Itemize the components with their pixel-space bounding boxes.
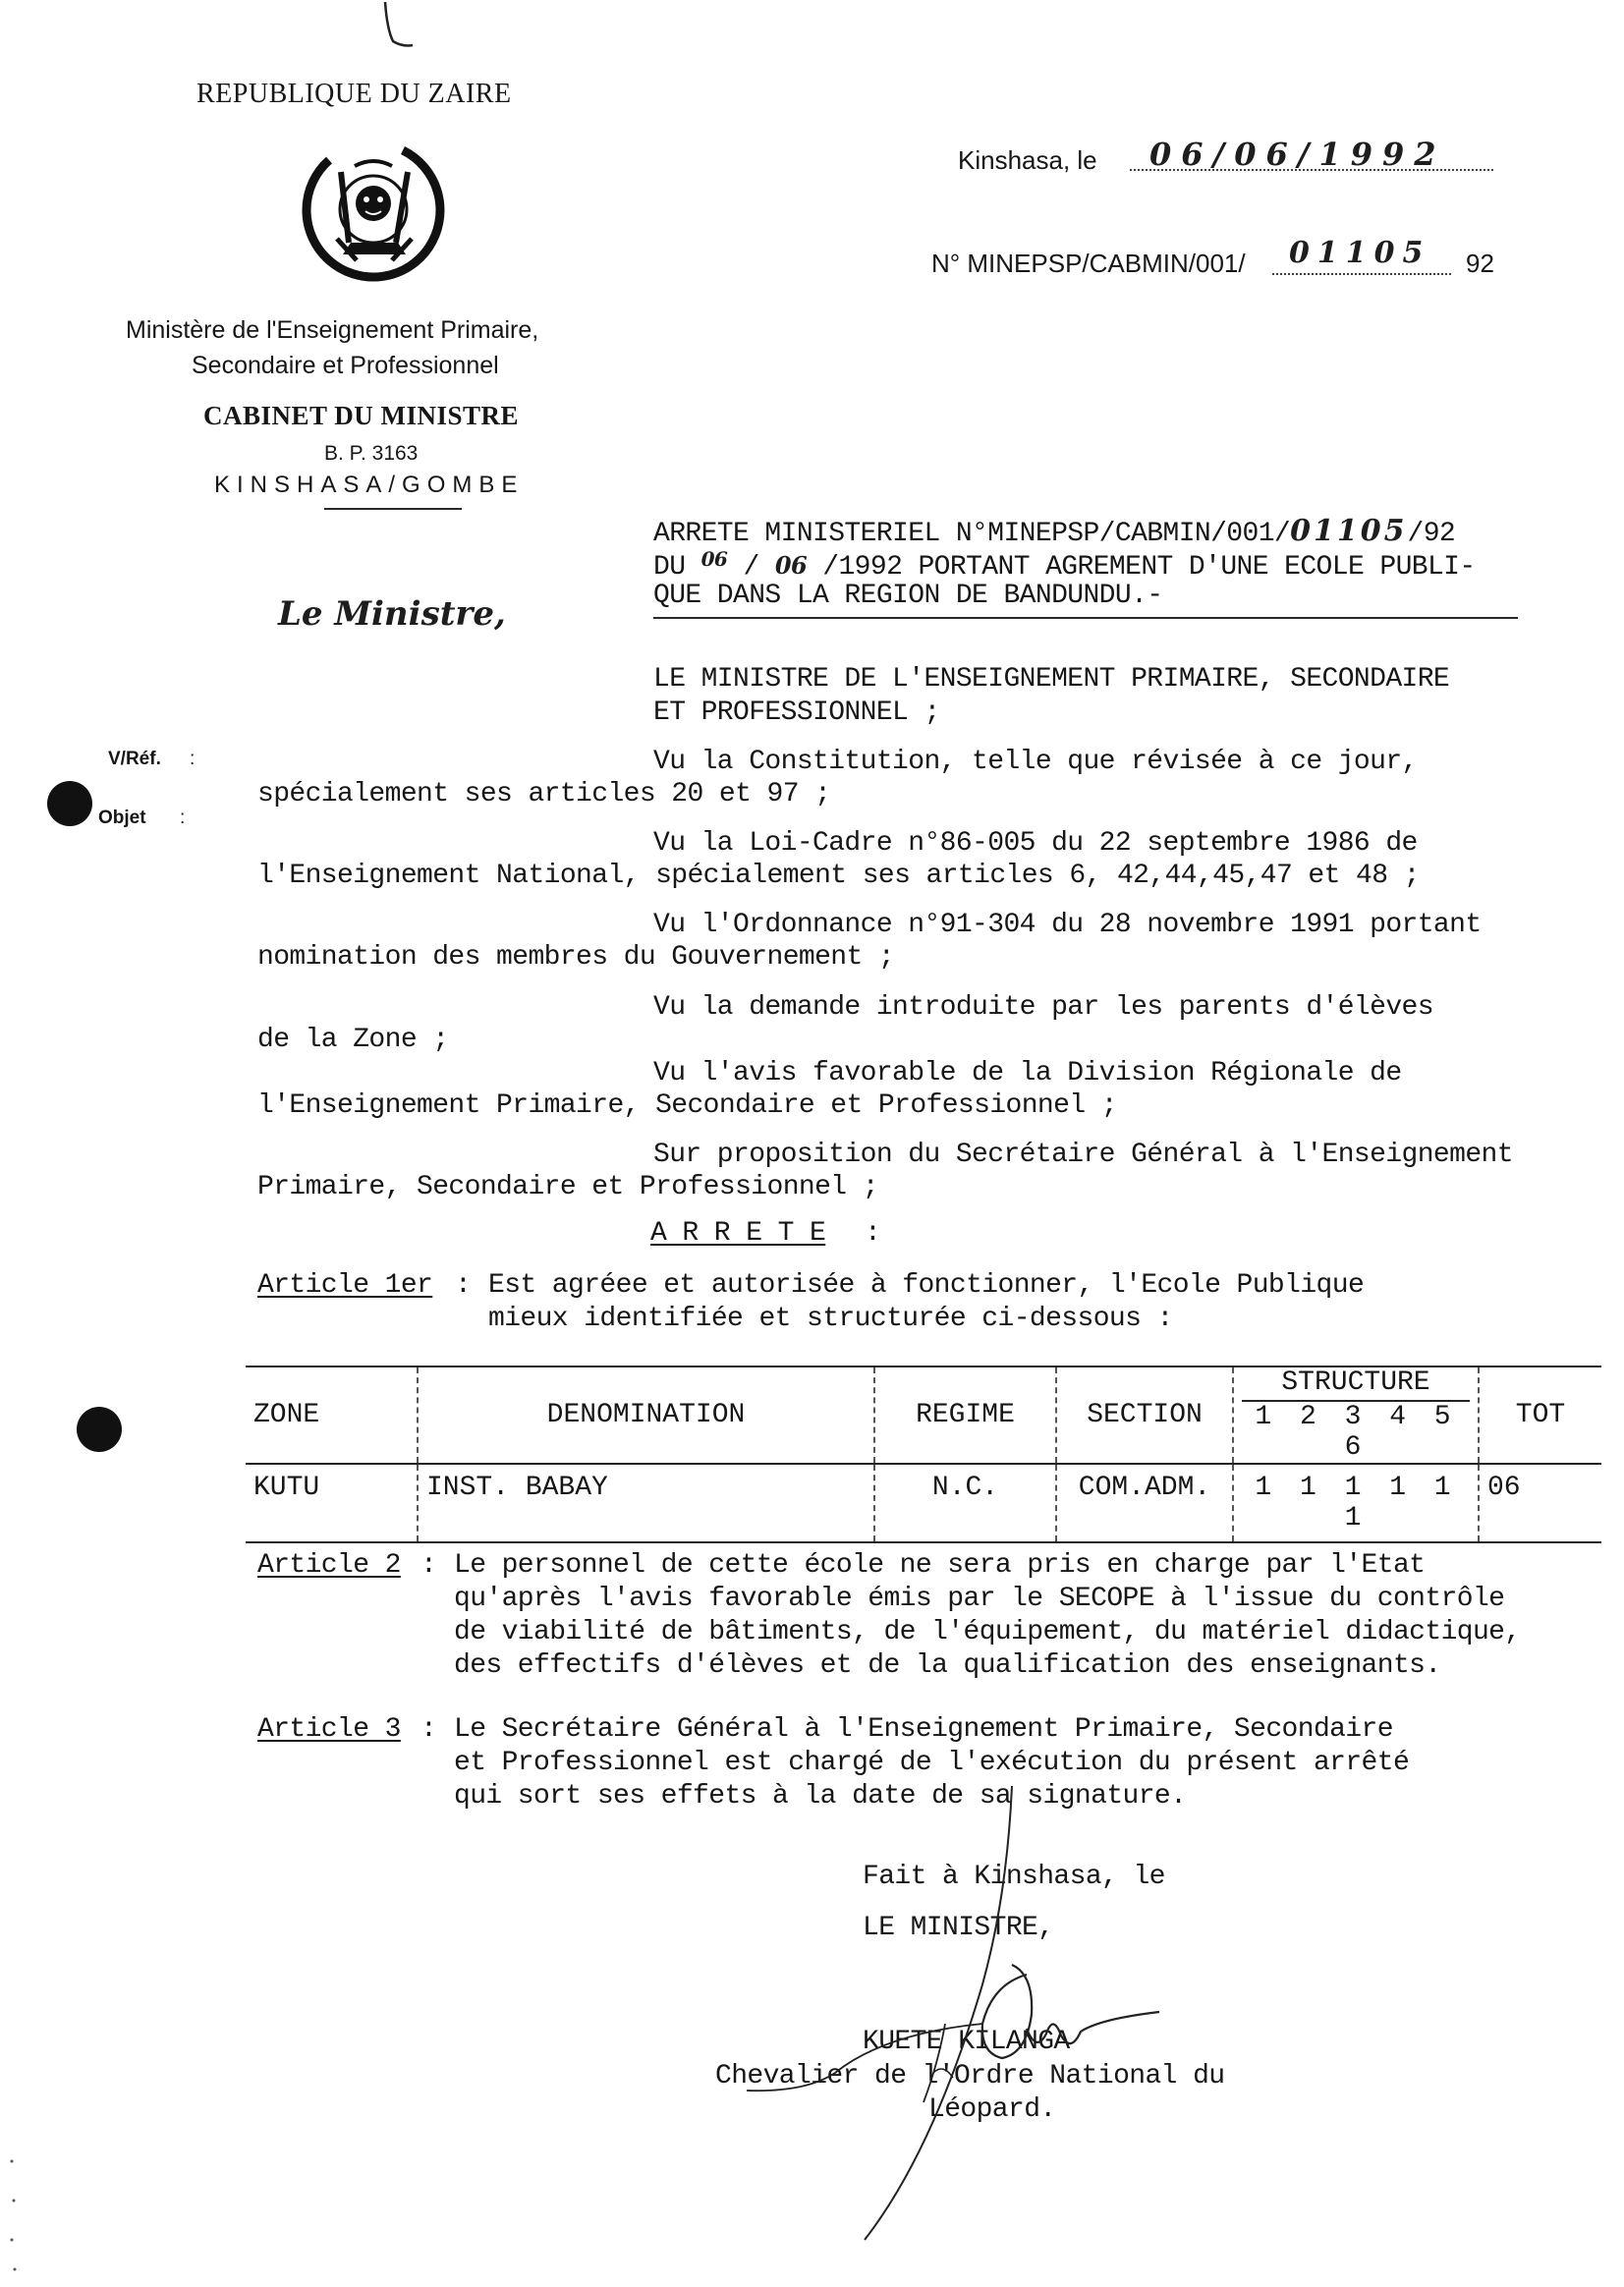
handwritten-date: 06/06/1992	[1149, 136, 1446, 173]
considerant-second-line: nomination des membres du Gouvernement ;	[257, 942, 895, 973]
punch-hole-mark	[47, 781, 92, 826]
signatory-title-line2: Léopard.	[928, 2094, 1056, 2125]
header-structure-title: STRUCTURE	[1242, 1367, 1470, 1402]
signatory-name: KUETE KILANGA	[863, 2027, 1070, 2057]
title-underline	[653, 617, 1518, 619]
decree-title-line1	[653, 514, 1455, 549]
article1-label: Article 1er	[257, 1270, 433, 1301]
handwritten-decree-number: 01105	[1290, 514, 1408, 548]
header-denomination: DENOMINATION	[418, 1367, 874, 1464]
cell-structure: 1 1 1 1 1 1	[1233, 1464, 1479, 1542]
decree-title-line2	[653, 547, 1476, 583]
decree-title-rest: /1992 PORTANT AGREMENT D'UNE ECOLE PUBLI-	[822, 552, 1476, 583]
considerant-first-line: Vu l'avis favorable de la Division Régionale de	[653, 1058, 1402, 1088]
header-structure-levels: 1 2 3 4 5 6	[1255, 1402, 1457, 1463]
header-regime: REGIME	[874, 1367, 1056, 1464]
table-header-row	[246, 1367, 1601, 1464]
republic-name: REPUBLIQUE DU ZAIRE	[196, 79, 512, 109]
article1-colon: :	[455, 1270, 472, 1301]
article3-label: Article 3	[257, 1714, 401, 1745]
handwritten-signature	[688, 1778, 1238, 2250]
minister-line2: ET PROFESSIONNEL ;	[653, 697, 940, 728]
considerant-second-line: l'Enseignement National, spécialement ses articles 6, 42,44,45,47 et 48 ;	[257, 861, 1420, 891]
vref-label: V/Réf.	[108, 749, 161, 769]
considerant-first-line: Vu la Constitution, telle que révisée à ce jour,	[653, 747, 1418, 777]
sender-heading: Le Ministre,	[278, 594, 506, 634]
punch-hole-mark	[77, 1407, 122, 1452]
article1-line2: mieux identifiée et structurée ci-dessous :	[488, 1304, 1173, 1334]
article2-line: Le personnel de cette école ne sera pris en charge par l'Etat	[454, 1550, 1426, 1581]
decree-date-separator: /	[743, 552, 759, 583]
decree-title-line3: QUE DANS LA REGION DE BANDUNDU.-	[653, 581, 1163, 611]
article3-line: et Professionnel est chargé de l'exécution du présent arrêté	[454, 1748, 1410, 1778]
cabinet-heading: CABINET DU MINISTRE	[203, 401, 520, 430]
cell-section: COM.ADM.	[1056, 1464, 1233, 1542]
ministry-name-line2: Secondaire et Professionnel	[192, 352, 499, 379]
considerant-second-line: l'Enseignement Primaire, Secondaire et Professionnel ;	[257, 1090, 1117, 1121]
table-row	[246, 1464, 1601, 1542]
considerant-first-line: Vu la demande introduite par les parents d'élèves	[653, 992, 1433, 1023]
header-zone: ZONE	[246, 1367, 418, 1464]
ministry-name-line1: Ministère de l'Enseignement Primaire,	[126, 316, 539, 344]
article3-colon: :	[420, 1714, 437, 1745]
handwritten-reference-number: 01105	[1289, 236, 1431, 270]
scan-edge-marks	[0, 2142, 29, 2279]
city-line: KINSHASA/GOMBE	[214, 472, 525, 498]
considerant-second-line: de la Zone ;	[257, 1025, 449, 1055]
handwritten-month: 06	[774, 551, 808, 580]
reference-year: 92	[1466, 249, 1494, 278]
article3-line: qui sort ses effets à la date de sa signature.	[454, 1781, 1187, 1812]
decree-title-prefix: ARRETE MINISTERIEL N°MINEPSP/CABMIN/001/	[653, 519, 1291, 549]
cell-zone: KUTU	[246, 1464, 418, 1542]
dateline-label: Kinshasa, le	[958, 145, 1097, 175]
signatory-title-line1: Chevalier de l'Ordre National du	[715, 2061, 1225, 2092]
decree-colon: :	[865, 1218, 881, 1249]
cell-tot: 06	[1479, 1464, 1601, 1542]
closing-minister: LE MINISTRE,	[863, 1913, 1054, 1943]
cell-denomination: INST. BABAY	[418, 1464, 874, 1542]
header-section: SECTION	[1056, 1367, 1233, 1464]
minister-line1: LE MINISTRE DE L'ENSEIGNEMENT PRIMAIRE, SECONDAIRE	[653, 664, 1450, 695]
considerant-first-line: Vu l'Ordonnance n°91-304 du 28 novembre 1991 portant	[653, 910, 1482, 940]
vref-colon: :	[190, 749, 196, 769]
school-structure-table	[246, 1366, 1601, 1543]
closing-place-date: Fait à Kinshasa, le	[863, 1862, 1165, 1892]
coat-of-arms-icon	[290, 133, 457, 290]
article2-line: des effectifs d'élèves et de la qualification des enseignants.	[454, 1650, 1441, 1681]
header-structure	[1233, 1367, 1479, 1464]
cell-regime: N.C.	[874, 1464, 1056, 1542]
considerant-first-line: Sur proposition du Secrétaire Général à l'Enseignement	[653, 1140, 1513, 1170]
article3-line: Le Secrétaire Général à l'Enseignement Primaire, Secondaire	[454, 1714, 1393, 1745]
considerant-second-line: spécialement ses articles 20 et 97 ;	[257, 779, 831, 809]
decree-word: A R R E T E	[650, 1218, 826, 1249]
postal-box: B. P. 3163	[324, 442, 419, 465]
decree-date-prefix: DU	[653, 552, 686, 583]
article2-colon: :	[420, 1550, 437, 1581]
considerant-first-line: Vu la Loi-Cadre n°86-005 du 22 septembre 1986 de	[653, 828, 1418, 859]
article1-line1: Est agréee et autorisée à fonctionner, l'Ecole Publique	[488, 1270, 1365, 1301]
decree-title-year: /92	[1407, 519, 1456, 549]
header-tot: TOT	[1479, 1367, 1601, 1464]
reference-dotted-line	[1272, 273, 1451, 275]
pen-scribble-mark	[373, 0, 432, 59]
objet-label: Objet	[98, 808, 146, 828]
article2-label: Article 2	[257, 1550, 401, 1581]
letterhead-rule	[324, 508, 462, 510]
considerant-second-line: Primaire, Secondaire et Professionnel ;	[257, 1172, 878, 1202]
reference-label: N° MINEPSP/CABMIN/001/	[931, 249, 1246, 278]
article2-line: de viabilité de bâtiments, de l'équipement, du matériel didactique,	[454, 1617, 1521, 1647]
objet-colon: :	[180, 808, 186, 828]
article2-line: qu'après l'avis favorable émis par le SECOPE à l'issue du contrôle	[454, 1584, 1505, 1614]
handwritten-day: 06	[700, 547, 728, 571]
